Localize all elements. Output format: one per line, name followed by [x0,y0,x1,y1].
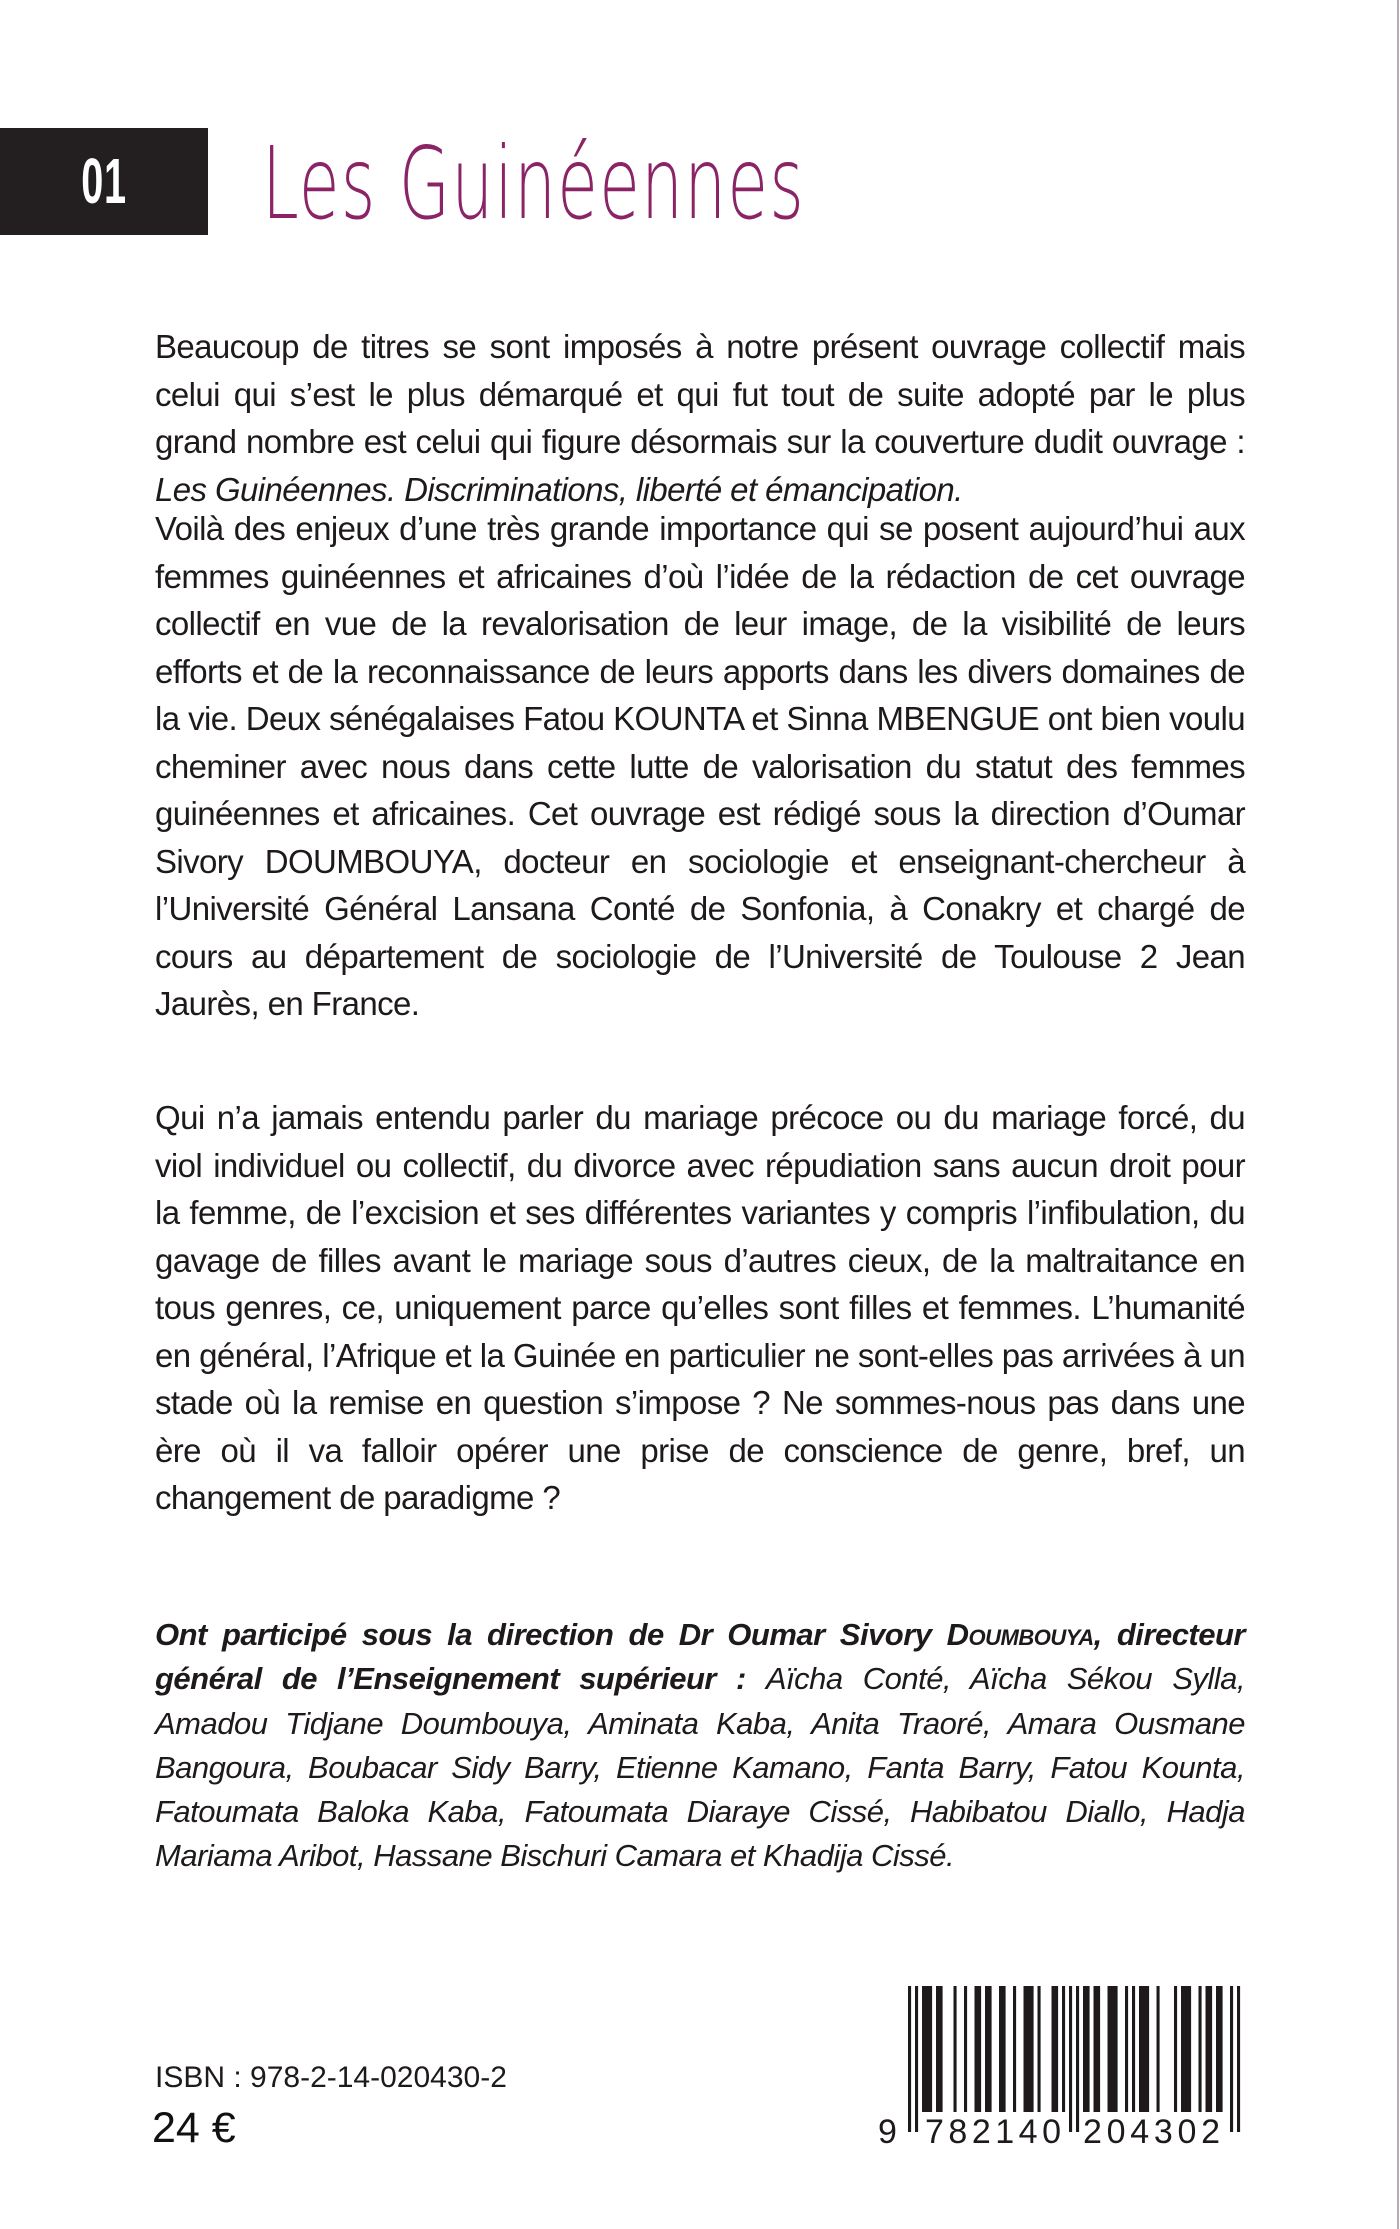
barcode-bar [1237,1986,1240,2132]
barcode-bar [975,1986,982,2112]
barcode-bar [985,1986,992,2112]
barcode-bar [1094,1986,1101,2112]
barcode-first-digit: 9 [878,2113,897,2151]
barcode-bar [1052,1986,1059,2112]
ean13-barcode [870,1984,1242,2154]
full-title-italic: Les Guinéennes. Discriminations, liberté et émancipation. [155,470,963,508]
barcode-bar [1181,1986,1191,2112]
chapter-number-box [0,128,208,235]
barcode-bar [1132,1986,1135,2112]
barcode-bar [1139,1986,1149,2112]
stakes-paragraph [155,505,1245,1028]
barcode-bar [1108,1986,1118,2112]
director-surname: Doumbouya [946,1617,1094,1652]
barcode-bar [1230,1986,1233,2132]
barcode-bar [922,1986,932,2112]
barcode-bars [908,1986,1240,2132]
barcode-bar [999,1986,1006,2112]
barcode-bar [1199,1986,1202,2112]
questions-text: Qui n’a jamais entendu parler du mariage précoce ou du mariage forcé, du viol individuel ou collectif, du divorce avec répudiation sans aucun droit pour la femme, de l’excision et ses différentes variantes y compris l’infibulation, du gavage de filles avant le mariage sous d’autres cieux, de la maltraitance en tous genres, ce, uniquement parce qu’elles sont filles et femmes. L’humanité en général, l’Afrique et la Guinée en particulier ne sont-elles pas arrivées à un stade où la remise en question s’impose ? Ne sommes-nous pas dans une ère où il va falloir opérer une prise de conscience de genre, bref, un changement de paradigme ? [155,1099,1245,1516]
barcode-bar [1076,1986,1079,2132]
barcode-bar [1174,1986,1177,2112]
director-role: , directeur général de l’Enseignement supérieur : [155,1617,1245,1697]
contributors-names: Aïcha Conté, Aïcha Sékou Sylla, Amadou Tidjane Doumbouya, Aminata Kaba, Anita Traoré, Amara Ousmane Bangoura, Boubacar Sidy Barry, Etienne Kamano, Fanta Barry, Fatou Kounta, Fatoumata Baloka Kaba, Fatoumata Diaraye Cissé, Habibatou Diallo, Hadja Mariama Aribot, Hassane Bischuri Camara et Khadija Cissé. [155,1661,1246,1874]
barcode-bar [1013,1986,1016,2112]
barcode-bar [1069,1986,1072,2132]
contributors-lead: Ont participé sous la direction de Dr Oumar Sivory [155,1617,947,1652]
barcode-bar [1038,1986,1041,2112]
intro-paragraph [155,323,1245,513]
book-title: Les Guinéennes [262,125,806,242]
isbn-label: ISBN : 978-2-14-020430-2 [155,2061,507,2094]
contributors-block [155,1613,1245,1879]
stakes-text: Voilà des enjeux d’une très grande importance qui se posent aujourd’hui aux femmes guinéennes et africaines d’où l’idée de la rédaction de cet ouvrage collectif en vue de la revalorisation de leur image, de la visibilité de leurs efforts et de la reconnaissance de leurs apports dans les divers domaines de la vie. Deux sénégalaises Fatou KOUNTA et Sinna MBENGUE ont bien voulu cheminer avec nous dans cette lutte de valorisation du statut des femmes guinéennes et africaines. Cet ouvrage est rédigé sous la direction d’Oumar Sivory DOUMBOUYA, docteur en sociologie et enseignant-chercheur à l’Université Général Lansana Conté de Sonfonia, à Conakry et chargé de cours au département de sociologie de l’Université de Toulouse 2 Jean Jaurès, en France. [155,510,1245,1022]
barcode-bar [1206,1986,1213,2112]
barcode-bar [936,1986,943,2112]
barcode-left-digits: 782140 [925,2113,1061,2151]
page-edge-line [1397,0,1399,2229]
questions-paragraph [155,1094,1245,1522]
barcode-bar [964,1986,967,2112]
barcode-bar [908,1986,911,2132]
barcode-bar [1024,1986,1034,2112]
intro-text: Beaucoup de titres se sont imposés à notre présent ouvrage collectif mais celui qui s’est le plus démarqué et qui fut tout de suite adopté par le plus grand nombre est celui qui figure désormais sur la couverture dudit ouvrage : [155,328,1245,460]
barcode-bar [1083,1986,1090,2112]
barcode-bar [1157,1986,1160,2112]
chapter-number: 01 [81,145,127,217]
barcode-bar [1125,1986,1128,2112]
barcode-bar [915,1986,918,2132]
barcode-bar [1062,1986,1065,2112]
price-label: 24 € [152,2104,236,2152]
barcode-bar [954,1986,957,2112]
barcode-right-digits: 204302 [1083,2113,1220,2151]
barcode-bar [1216,1986,1223,2112]
